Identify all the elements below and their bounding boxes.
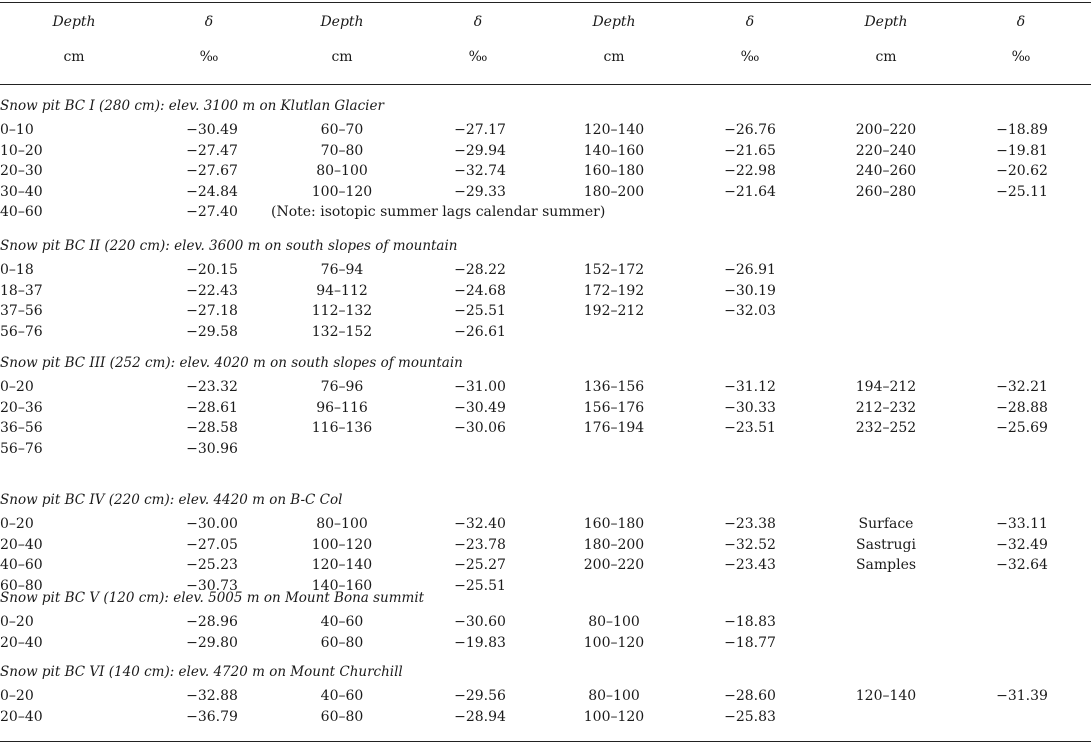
depth-cell: 94–112 [316, 282, 368, 299]
depth-cell: 100–120 [583, 634, 645, 651]
depth-cell: 80–100 [588, 688, 640, 704]
delta-cell: −24.84 [186, 183, 238, 200]
depth-cell: 30–40 [0, 183, 43, 200]
depth-cell: 20–40 [0, 634, 43, 651]
delta-cell: −28.61 [186, 399, 238, 416]
delta-cell: −31.00 [454, 379, 506, 395]
depth-cell: 100–120 [311, 183, 373, 200]
depth-cell: 80–100 [316, 163, 368, 179]
delta-cell: −30.49 [186, 122, 238, 138]
delta-cell: −30.00 [186, 516, 238, 532]
depth-cell: 160–180 [583, 516, 645, 532]
depth-cell: 260–280 [855, 183, 917, 200]
section-title: Snow pit BC III (252 cm): elev. 4020 m on south slopes of mountain [0, 355, 463, 371]
depth-cell: 200–220 [583, 557, 645, 573]
delta-cell: −19.83 [454, 634, 506, 651]
depth-cell: 136–156 [583, 379, 645, 395]
depth-cell: 156–176 [583, 399, 645, 416]
delta-header: δ [745, 14, 755, 30]
delta-cell: −25.69 [996, 420, 1048, 436]
delta-cell: −28.94 [454, 708, 506, 725]
depth-cell: 20–40 [0, 708, 43, 725]
depth-cell: 96–116 [316, 399, 368, 416]
delta-unit: ‰ [468, 49, 488, 65]
depth-cell: 10–20 [0, 142, 43, 159]
depth-cell: 232–252 [855, 420, 917, 436]
depth-cell: 152–172 [583, 262, 645, 278]
delta-cell: −22.98 [724, 163, 776, 179]
depth-cell: 120–140 [311, 557, 373, 573]
delta-cell: −27.05 [186, 536, 238, 553]
depth-cell: 112–132 [311, 303, 373, 319]
section-title: Snow pit BC I (280 cm): elev. 3100 m on Klutlan Glacier [0, 98, 384, 114]
delta-header: δ [473, 14, 483, 30]
depth-header: Depth [864, 14, 908, 30]
depth-cell: 20–30 [0, 163, 43, 179]
depth-cell: 56–76 [0, 440, 43, 457]
delta-cell: −23.78 [454, 536, 506, 553]
delta-cell: −21.64 [724, 183, 776, 200]
depth-header: Depth [320, 14, 364, 30]
delta-cell: −23.51 [724, 420, 776, 436]
depth-cell: 180–200 [583, 536, 645, 553]
depth-cell: 40–60 [320, 614, 364, 630]
depth-cell: 0–18 [0, 262, 34, 278]
delta-cell: −25.27 [454, 557, 506, 573]
section-title: Snow pit BC V (120 cm): elev. 5005 m on Mount Bona summit [0, 590, 425, 606]
delta-cell: −30.49 [454, 399, 506, 416]
delta-cell: −23.32 [186, 379, 238, 395]
depth-unit: cm [331, 49, 353, 65]
delta-cell: −36.79 [186, 708, 238, 725]
depth-cell: 100–120 [311, 536, 373, 553]
delta-cell: −32.64 [996, 557, 1048, 573]
delta-cell: −27.40 [186, 204, 238, 220]
section-title: Snow pit BC VI (140 cm): elev. 4720 m on Mount Churchill [0, 664, 403, 680]
delta-cell: −29.80 [186, 634, 238, 651]
depth-cell: Samples [855, 557, 917, 573]
section-title: Snow pit BC IV (220 cm): elev. 4420 m on B-C Col [0, 492, 343, 508]
delta-cell: −23.38 [724, 516, 776, 532]
depth-cell: 56–76 [0, 323, 43, 340]
delta-unit: ‰ [199, 49, 219, 65]
delta-cell: −33.11 [996, 516, 1048, 532]
depth-cell: 212–232 [855, 399, 917, 416]
depth-cell: 20–40 [0, 536, 43, 553]
depth-cell: 60–70 [320, 122, 364, 138]
depth-cell: Surface [858, 516, 914, 532]
depth-cell: 36–56 [0, 420, 43, 436]
depth-cell: 60–80 [320, 708, 364, 725]
depth-cell: 20–36 [0, 399, 43, 416]
depth-cell: 172–192 [583, 282, 645, 299]
depth-cell: 0–20 [0, 688, 34, 704]
delta-cell: −21.65 [724, 142, 776, 159]
delta-header: δ [1016, 14, 1026, 30]
depth-cell: 140–160 [583, 142, 645, 159]
delta-cell: −30.33 [724, 399, 776, 416]
delta-cell: −26.91 [724, 262, 776, 278]
delta-cell: −32.40 [454, 516, 506, 532]
delta-cell: −26.76 [724, 122, 776, 138]
delta-cell: −22.43 [186, 282, 238, 299]
top-rule [0, 2, 1091, 3]
delta-cell: −28.60 [724, 688, 776, 704]
delta-cell: −18.83 [724, 614, 776, 630]
delta-cell: −29.58 [186, 323, 238, 340]
delta-cell: −30.73 [186, 577, 238, 594]
delta-cell: −25.51 [454, 303, 506, 319]
depth-cell: 176–194 [583, 420, 645, 436]
delta-cell: −29.33 [454, 183, 506, 200]
depth-cell: 80–100 [316, 516, 368, 532]
delta-cell: −30.06 [454, 420, 506, 436]
delta-cell: −20.15 [186, 262, 238, 278]
delta-unit: ‰ [740, 49, 760, 65]
depth-cell: 194–212 [855, 379, 917, 395]
depth-unit: cm [603, 49, 625, 65]
delta-cell: −29.94 [454, 142, 506, 159]
header-rule [0, 84, 1091, 85]
delta-cell: −28.88 [996, 399, 1048, 416]
delta-cell: −27.18 [186, 303, 238, 319]
delta-cell: −27.47 [186, 142, 238, 159]
delta-cell: −25.23 [186, 557, 238, 573]
delta-cell: −32.03 [724, 303, 776, 319]
depth-cell: 180–200 [583, 183, 645, 200]
delta-cell: −18.89 [996, 122, 1048, 138]
depth-cell: 160–180 [583, 163, 645, 179]
depth-cell: 40–60 [0, 557, 43, 573]
delta-cell: −31.12 [724, 379, 776, 395]
delta-unit: ‰ [1011, 49, 1031, 65]
depth-cell: 220–240 [855, 142, 917, 159]
delta-cell: −25.11 [996, 183, 1048, 200]
depth-unit: cm [875, 49, 897, 65]
depth-cell: 116–136 [311, 420, 373, 436]
depth-cell: 192–212 [583, 303, 645, 319]
delta-cell: −32.21 [996, 379, 1048, 395]
depth-cell: 0–10 [0, 122, 34, 138]
depth-cell: 76–94 [320, 262, 364, 278]
depth-cell: 60–80 [320, 634, 364, 651]
depth-header: Depth [592, 14, 636, 30]
delta-cell: −31.39 [996, 688, 1048, 704]
section-title: Snow pit BC II (220 cm): elev. 3600 m on south slopes of mountain [0, 238, 458, 254]
depth-cell: 76–96 [320, 379, 364, 395]
depth-cell: 0–20 [0, 614, 34, 630]
delta-cell: −26.61 [454, 323, 506, 340]
delta-cell: −27.17 [454, 122, 506, 138]
delta-cell: −32.52 [724, 536, 776, 553]
depth-cell: 0–20 [0, 379, 34, 395]
delta-cell: −29.56 [454, 688, 506, 704]
depth-cell: Sastrugi [856, 536, 916, 553]
depth-header: Depth [52, 14, 96, 30]
depth-cell: 80–100 [588, 614, 640, 630]
delta-cell: −18.77 [724, 634, 776, 651]
delta-cell: −32.74 [454, 163, 506, 179]
depth-cell: 0–20 [0, 516, 34, 532]
bottom-rule [0, 741, 1091, 742]
depth-cell: 240–260 [855, 163, 917, 179]
delta-cell: −30.60 [454, 614, 506, 630]
depth-cell: 132–152 [311, 323, 373, 340]
delta-header: δ [204, 14, 214, 30]
depth-cell: 40–60 [0, 204, 43, 220]
table-note: (Note: isotopic summer lags calendar summer) [271, 204, 606, 220]
delta-cell: −25.51 [454, 577, 506, 594]
depth-cell: 37–56 [0, 303, 43, 319]
delta-cell: −30.96 [186, 440, 238, 457]
depth-cell: 120–140 [855, 688, 917, 704]
delta-cell: −24.68 [454, 282, 506, 299]
depth-cell: 60–80 [0, 577, 43, 594]
delta-cell: −30.19 [724, 282, 776, 299]
delta-cell: −32.88 [186, 688, 238, 704]
depth-cell: 200–220 [855, 122, 917, 138]
delta-cell: −28.22 [454, 262, 506, 278]
delta-cell: −23.43 [724, 557, 776, 573]
delta-cell: −25.83 [724, 708, 776, 725]
depth-cell: 140–160 [311, 577, 373, 594]
depth-cell: 100–120 [583, 708, 645, 725]
delta-cell: −27.67 [186, 163, 238, 179]
delta-cell: −28.58 [186, 420, 238, 436]
delta-cell: −32.49 [996, 536, 1048, 553]
depth-cell: 40–60 [320, 688, 364, 704]
depth-unit: cm [63, 49, 85, 65]
depth-cell: 18–37 [0, 282, 43, 299]
delta-cell: −19.81 [996, 142, 1048, 159]
delta-cell: −20.62 [996, 163, 1048, 179]
depth-cell: 120–140 [583, 122, 645, 138]
depth-cell: 70–80 [320, 142, 364, 159]
delta-cell: −28.96 [186, 614, 238, 630]
